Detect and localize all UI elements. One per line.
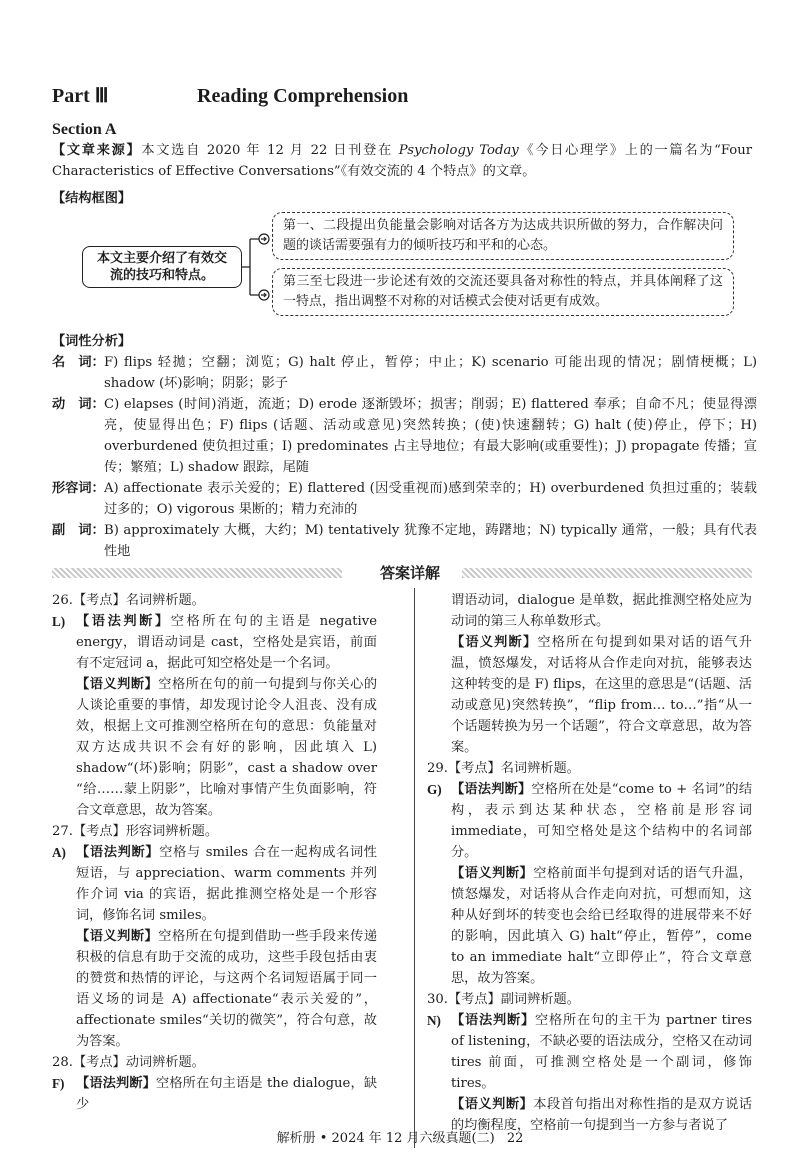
answer-entry bbox=[52, 926, 377, 1052]
explanation-text: 空格所在句的前一句提到与你关心的人谈论重要的事情，却发现讨论令人沮丧、没有成效，根据上文可推测空格所在句的意思：负能量对双方达成共识不会有好的影响，因此填入 L) shadow“(坏)影响；阴影”，cast a shadow over “给……蒙上阴影”，比喻对事情产生负面影响，符合文章意思，故为答案。 bbox=[76, 677, 378, 818]
pos-row-adverb bbox=[52, 520, 757, 562]
question-header: 30.【考点】副词辨析题。 bbox=[427, 992, 580, 1007]
article-source bbox=[52, 140, 752, 182]
source-label: 【文章来源】 bbox=[52, 143, 142, 158]
judgment-tag: 【语法判断】 bbox=[76, 1076, 156, 1091]
page-footer bbox=[0, 1128, 800, 1149]
judgment-tag: 【语义判断】 bbox=[451, 1097, 534, 1112]
structure-summary-box: 本文主要介绍了有效交流的技巧和特点。 bbox=[82, 246, 242, 288]
question-header: 27.【考点】形容词辨析题。 bbox=[52, 824, 219, 839]
answer-entry bbox=[427, 779, 752, 863]
explanation-text: 空格所在句提到借助一些手段来传递积极的信息有助于交流的成功，这些手段包括由衷的赞赏和热情的评论，与这两个名词短语属于同一语义场的词是 A) affectionate“表示关爱的”，affectionate smiles“关切的微笑”，符合句意，故为答案。 bbox=[76, 929, 378, 1049]
structure-bracket-connector bbox=[242, 225, 272, 309]
explanation-text: 空格所在处是“come to + 名词”的结构，表示到达某种状态，空格前是形容词 immediate，可知空格处是这个结构中的名词部分。 bbox=[451, 782, 753, 860]
column-separator bbox=[414, 588, 415, 1148]
explanation-text: 空格所在句的主干为 partner tires of listening，不缺必要的语法成分，空格又在动词 tires 前面，可推测空格处是一个副词，修饰 tires。 bbox=[451, 1013, 752, 1091]
source-text-after: 《今日心理学》上的一篇名为“Four Characteristics of Effective Conversations”《有效交流的 4 个特点》的文章。 bbox=[52, 143, 753, 179]
answer-entry bbox=[52, 611, 377, 674]
answer-entry bbox=[427, 632, 752, 758]
judgment-tag: 【语义判断】 bbox=[451, 635, 538, 650]
explanation-text: 空格与 smiles 合在一起构成名词性短语，与 appreciation、warm comments 并列作介词 via 的宾语，据此推测空格处是一个形容词，修饰名词 smiles。 bbox=[76, 845, 377, 923]
pos-name: 形容词： bbox=[52, 481, 105, 496]
pos-row-adjective bbox=[52, 478, 757, 520]
explanation-text: 空格前面半句提到对话的语气升温，愤怒爆发，对话将从合作走向对抗，可想而知，这种从好到坏的转变也会给已经取得的进展带来不好的影响，因此填入 G) halt“停止，暂停”，come to an immediate halt“立即停止”，符合文章意思，故为答案。 bbox=[451, 866, 753, 986]
judgment-tag: 【语法判断】 bbox=[451, 782, 532, 797]
page-number: 22 bbox=[506, 1131, 524, 1146]
source-journal: Psychology Today bbox=[398, 143, 519, 158]
judgment-tag: 【语法判断】 bbox=[451, 1013, 536, 1028]
judgment-tag: 【语义判断】 bbox=[76, 677, 159, 692]
answer-letter: N) bbox=[427, 1013, 441, 1028]
explanation-text: 空格所在句提到如果对话的语气升温，愤怒爆发，对话将从合作走向对抗，能够表达这种转变的是 F) flips，在这里的意思是“(话题、活动或意见)突然转换”，“flip from… to…”指“从一个话题转换为另一个话题”，符合文章意思，故为答案。 bbox=[451, 635, 752, 755]
answer-continuation: 谓语动词，dialogue 是单数，据此推测空格处应为动词的第三人称单数形式。 bbox=[451, 593, 752, 629]
explanation-text: 空格所在句的主语是 negative energy，谓语动词是 cast，空格处是宾语，前面有不定冠词 a，据此可知空格处是一个名词。 bbox=[76, 614, 377, 671]
pos-text: A) affectionate 表示关爱的；E) flattered (因受重视而)感到荣幸的；H) overburdened 负担过重的；装载过多的；O) vigorous 果断的；精力充沛的 bbox=[104, 481, 757, 517]
pos-name: 名 词： bbox=[52, 355, 105, 370]
answer-entry bbox=[427, 863, 752, 989]
section-title: Section A bbox=[52, 121, 117, 138]
pos-text: B) approximately 大概，大约；M) tentatively 犹豫不定地，踌躇地；N) typically 通常，一般；具有代表性地 bbox=[104, 523, 757, 559]
answer-letter: A) bbox=[52, 845, 66, 860]
judgment-tag: 【语法判断】 bbox=[76, 845, 160, 860]
source-text-before: 本文选自 2020 年 12 月 22 日刊登在 bbox=[141, 143, 399, 158]
answer-section-divider bbox=[52, 563, 752, 583]
answer-entry bbox=[427, 1010, 752, 1094]
answers-right-column bbox=[427, 590, 752, 1136]
divider-pattern-left bbox=[52, 568, 342, 578]
judgment-tag: 【语义判断】 bbox=[451, 866, 534, 881]
pos-row-verb bbox=[52, 394, 757, 478]
judgment-tag: 【语义判断】 bbox=[76, 929, 159, 944]
pos-analysis-list bbox=[52, 352, 757, 562]
pos-name: 动 词： bbox=[52, 397, 105, 412]
answer-entry bbox=[52, 674, 377, 821]
pos-text: F) flips 轻拋；空翻；浏览；G) halt 停止，暂停；中止；K) scenario 可能出现的情况；剧情梗概；L) shadow (坏)影响；阴影；影子 bbox=[104, 355, 757, 391]
footer-text: 解析册 • 2024 年 12 月六级真题(二) bbox=[276, 1131, 495, 1146]
answer-letter: G) bbox=[427, 782, 442, 797]
divider-pattern-right bbox=[462, 568, 752, 578]
answer-letter: L) bbox=[52, 614, 66, 629]
question-header: 29.【考点】名词辨析题。 bbox=[427, 761, 580, 776]
answer-entry bbox=[52, 1073, 377, 1115]
structure-branch-1: 第一、二段提出负能量会影响对话各方为达成共识所做的努力，合作解决问题的谈话需要强有力的倾听技巧和平和的心态。 bbox=[272, 212, 734, 260]
question-header: 28.【考点】动词辨析题。 bbox=[52, 1055, 205, 1070]
pos-row-noun bbox=[52, 352, 757, 394]
pos-analysis-label: 【词性分析】 bbox=[52, 334, 132, 349]
part-number: Part Ⅲ bbox=[52, 85, 109, 107]
answer-letter: F) bbox=[52, 1076, 65, 1091]
part-title: Reading Comprehension bbox=[197, 85, 409, 107]
structure-branch-2: 第三至七段进一步论述有效的交流还要具备对称性的特点，并具体阐释了这一特点，指出调整不对称的对话模式会使对话更有成效。 bbox=[272, 268, 734, 316]
answer-section-title: 答案详解 bbox=[379, 564, 440, 582]
structure-label: 【结构框图】 bbox=[52, 191, 132, 206]
answers-left-column bbox=[52, 590, 377, 1115]
pos-name: 副 词： bbox=[52, 523, 105, 538]
answer-entry bbox=[52, 842, 377, 926]
judgment-tag: 【语法判断】 bbox=[76, 614, 171, 629]
explanation-text: 本段首句指出对称性指的是双方说话的均衡程度，空格前一句提到当一方参与者说了 bbox=[451, 1097, 753, 1133]
explanation-text: 空格所在句主语是 the dialogue，缺少 bbox=[76, 1076, 378, 1112]
question-header: 26.【考点】名词辨析题。 bbox=[52, 593, 205, 608]
pos-text: C) elapses (时间)消逝，流逝；D) erode 逐渐毁坏；损害；削弱；E) flattered 奉承；自命不凡；使显得漂亮，使显得出色；F) flips (话题、活动或意见)突然转换；(使)快速翻转；G) halt (使)停止，停下；H) overburdened 使负担过重；I) predominates 占主导地位；有最大影响(或重要性)；J) propagate 传播；宣传；繁殖；L) shadow 跟踪，尾随 bbox=[104, 397, 757, 475]
